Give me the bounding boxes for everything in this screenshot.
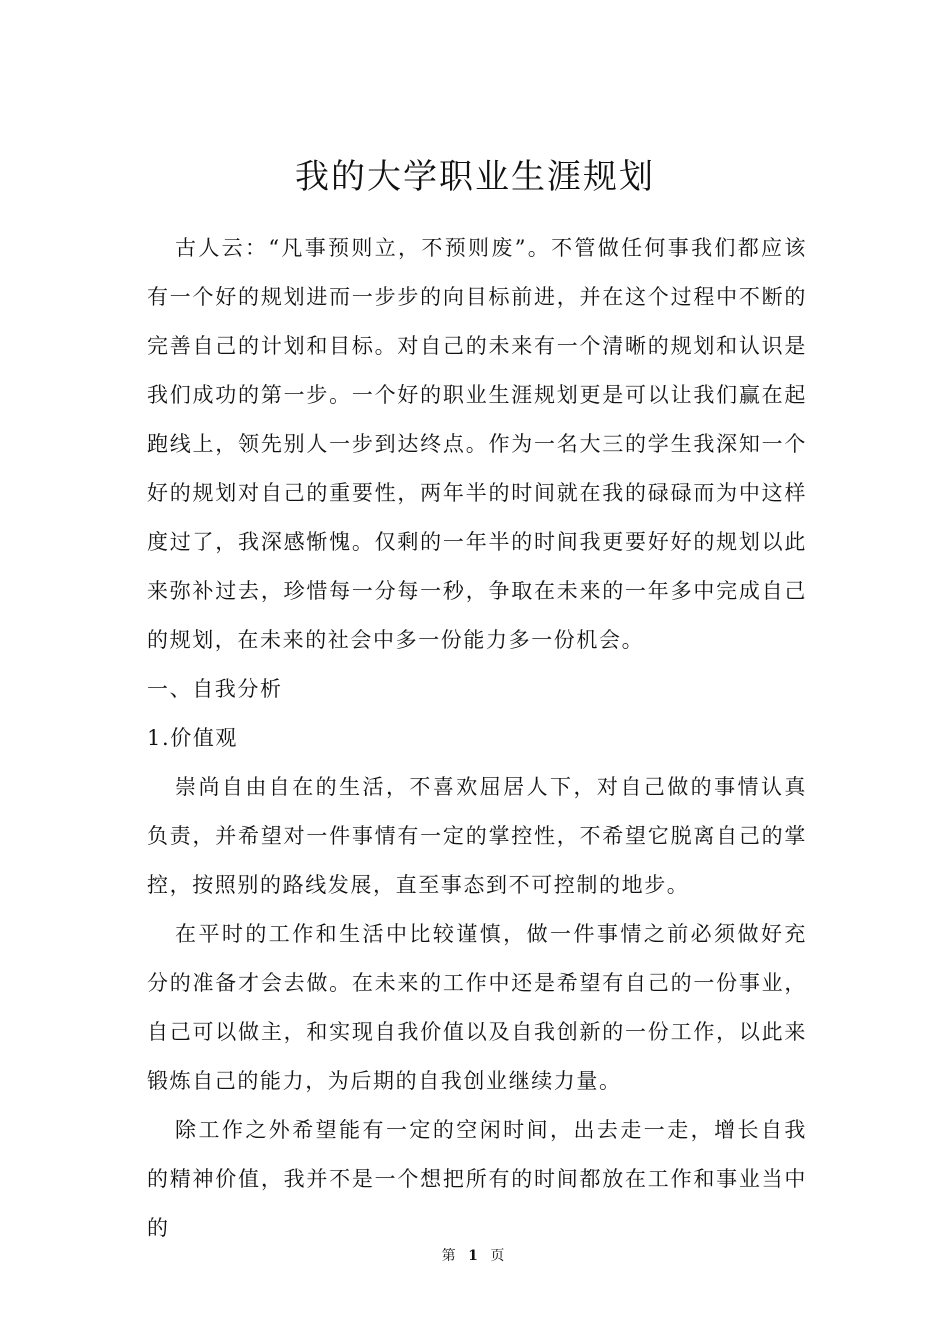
values-paragraph-1: 崇尚自由自在的生活，不喜欢屈居人下，对自己做的事情认真负责，并希望对一件事情有一定的掌控性，不希望它脱离自己的掌控，按照别的路线发展，直至事态到不可控制的地步。 bbox=[147, 775, 807, 897]
values-paragraph-3: 除工作之外希望能有一定的空闲时间，出去走一走，增长自我的精神价值，我并不是一个想把所有的时间都放在工作和事业当中的 bbox=[147, 1118, 807, 1240]
section-heading-self-analysis: 一、自我分析 bbox=[147, 677, 283, 701]
values-paragraph-2: 在平时的工作和生活中比较谨慎，做一件事情之前必须做好充分的准备才会去做。在未来的工作中还是希望有自己的一份事业，自己可以做主，和实现自我价值以及自我创新的一份工作，以此来锻炼自己的能力，为后期的自我创业继续力量。 bbox=[147, 922, 807, 1093]
subsection-heading-values: 1.价值观 bbox=[147, 726, 239, 750]
footer-suffix: 页 bbox=[490, 1248, 509, 1264]
intro-paragraph: 古人云：“凡事预则立，不预则废”。不管做任何事我们都应该有一个好的规划进而一步步的向目标前进，并在这个过程中不断的完善自己的计划和目标。对自己的未来有一个清晰的规划和认识是我们成功的第一步。一个好的职业生涯规划更是可以让我们赢在起跑线上，领先别人一步到达终点。作为一名大三的学生我深知一个好的规划对自己的重要性，两年半的时间就在我的碌碌而为中这样度过了，我深感惭愧。仅剩的一年半的时间我更要好好的规划以此来弥补过去，珍惜每一分每一秒，争取在未来的一年多中完成自己的规划，在未来的社会中多一份能力多一份机会。 bbox=[147, 236, 807, 652]
page-footer bbox=[0, 1246, 950, 1266]
document-title: 我的大学职业生涯规划 bbox=[295, 157, 655, 197]
footer-prefix: 第 bbox=[441, 1248, 460, 1264]
document-body bbox=[147, 224, 807, 1253]
page-number: 1 bbox=[468, 1248, 482, 1264]
